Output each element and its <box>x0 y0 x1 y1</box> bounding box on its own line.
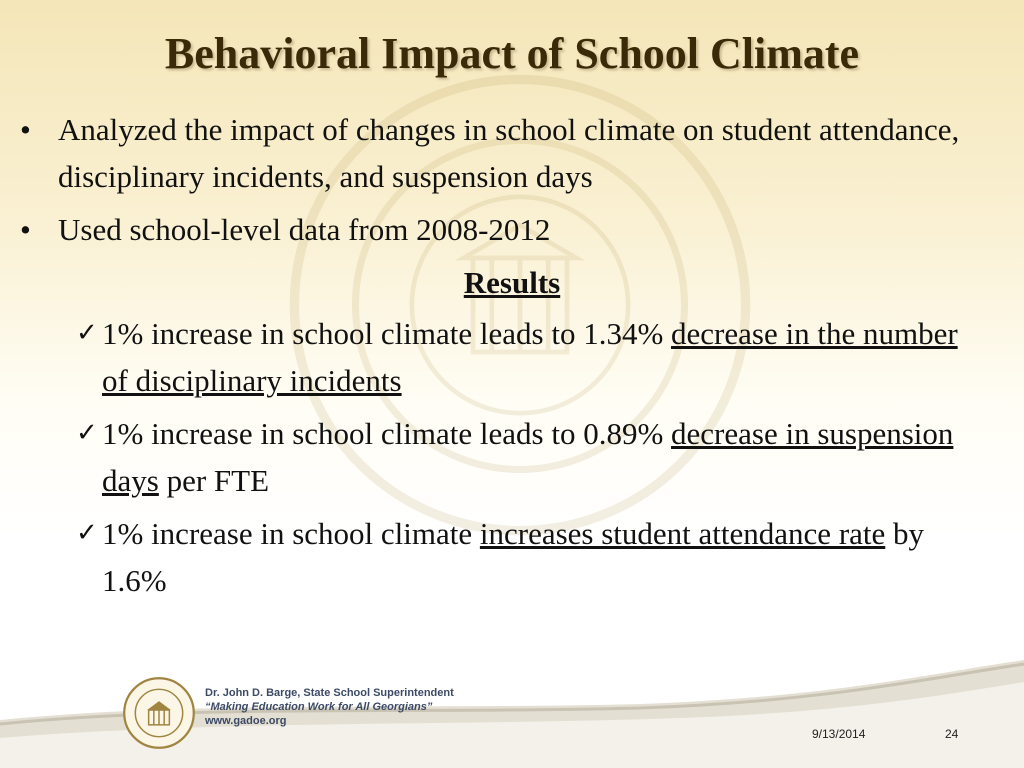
slide-content <box>0 106 1024 610</box>
result-text-post: per FTE <box>158 463 270 498</box>
bullet-dot: • <box>20 212 31 247</box>
bullet-item-1 <box>0 106 984 200</box>
bullet-text: Used school-level data from 2008-2012 <box>58 212 551 247</box>
checkmark-icon: ✓ <box>76 418 98 448</box>
results-heading: Results <box>463 265 561 300</box>
bullet-item-2 <box>0 206 984 253</box>
result-text-post: by 1.6% <box>102 516 925 598</box>
result-item-1 <box>0 310 974 404</box>
result-text-pre: 1% increase in school climate leads to 1.34% <box>102 316 672 351</box>
bullet-dot: • <box>20 112 31 147</box>
result-text-pre: 1% increase in school climate leads to 0.89% <box>102 416 672 451</box>
result-text-underlined: decrease in the number of disciplinary incidents <box>102 316 958 398</box>
checkmark-icon: ✓ <box>76 318 98 348</box>
website-link[interactable]: www.gadoe.org <box>205 715 287 727</box>
footer-credits <box>205 686 454 728</box>
slogan-line: “Making Education Work for All Georgians” <box>205 701 433 713</box>
result-text-underlined: increases student attendance rate <box>479 516 886 551</box>
bullet-text: Analyzed the impact of changes in school climate on student attendance, disciplinary incidents, and suspension days <box>58 112 960 194</box>
department-of-education-logo <box>122 676 196 750</box>
superintendent-line: Dr. John D. Barge, State School Superintendent <box>205 687 454 699</box>
checkmark-icon: ✓ <box>76 518 98 548</box>
result-item-3 <box>0 510 974 604</box>
result-item-2 <box>0 410 974 504</box>
result-text-underlined: decrease in suspension days <box>102 416 954 498</box>
slide-page-number: 24 <box>945 727 959 741</box>
result-text-pre: 1% increase in school climate <box>102 516 480 551</box>
slide-date: 9/13/2014 <box>812 727 866 741</box>
slide-title: Behavioral Impact of School Climate <box>164 29 860 78</box>
